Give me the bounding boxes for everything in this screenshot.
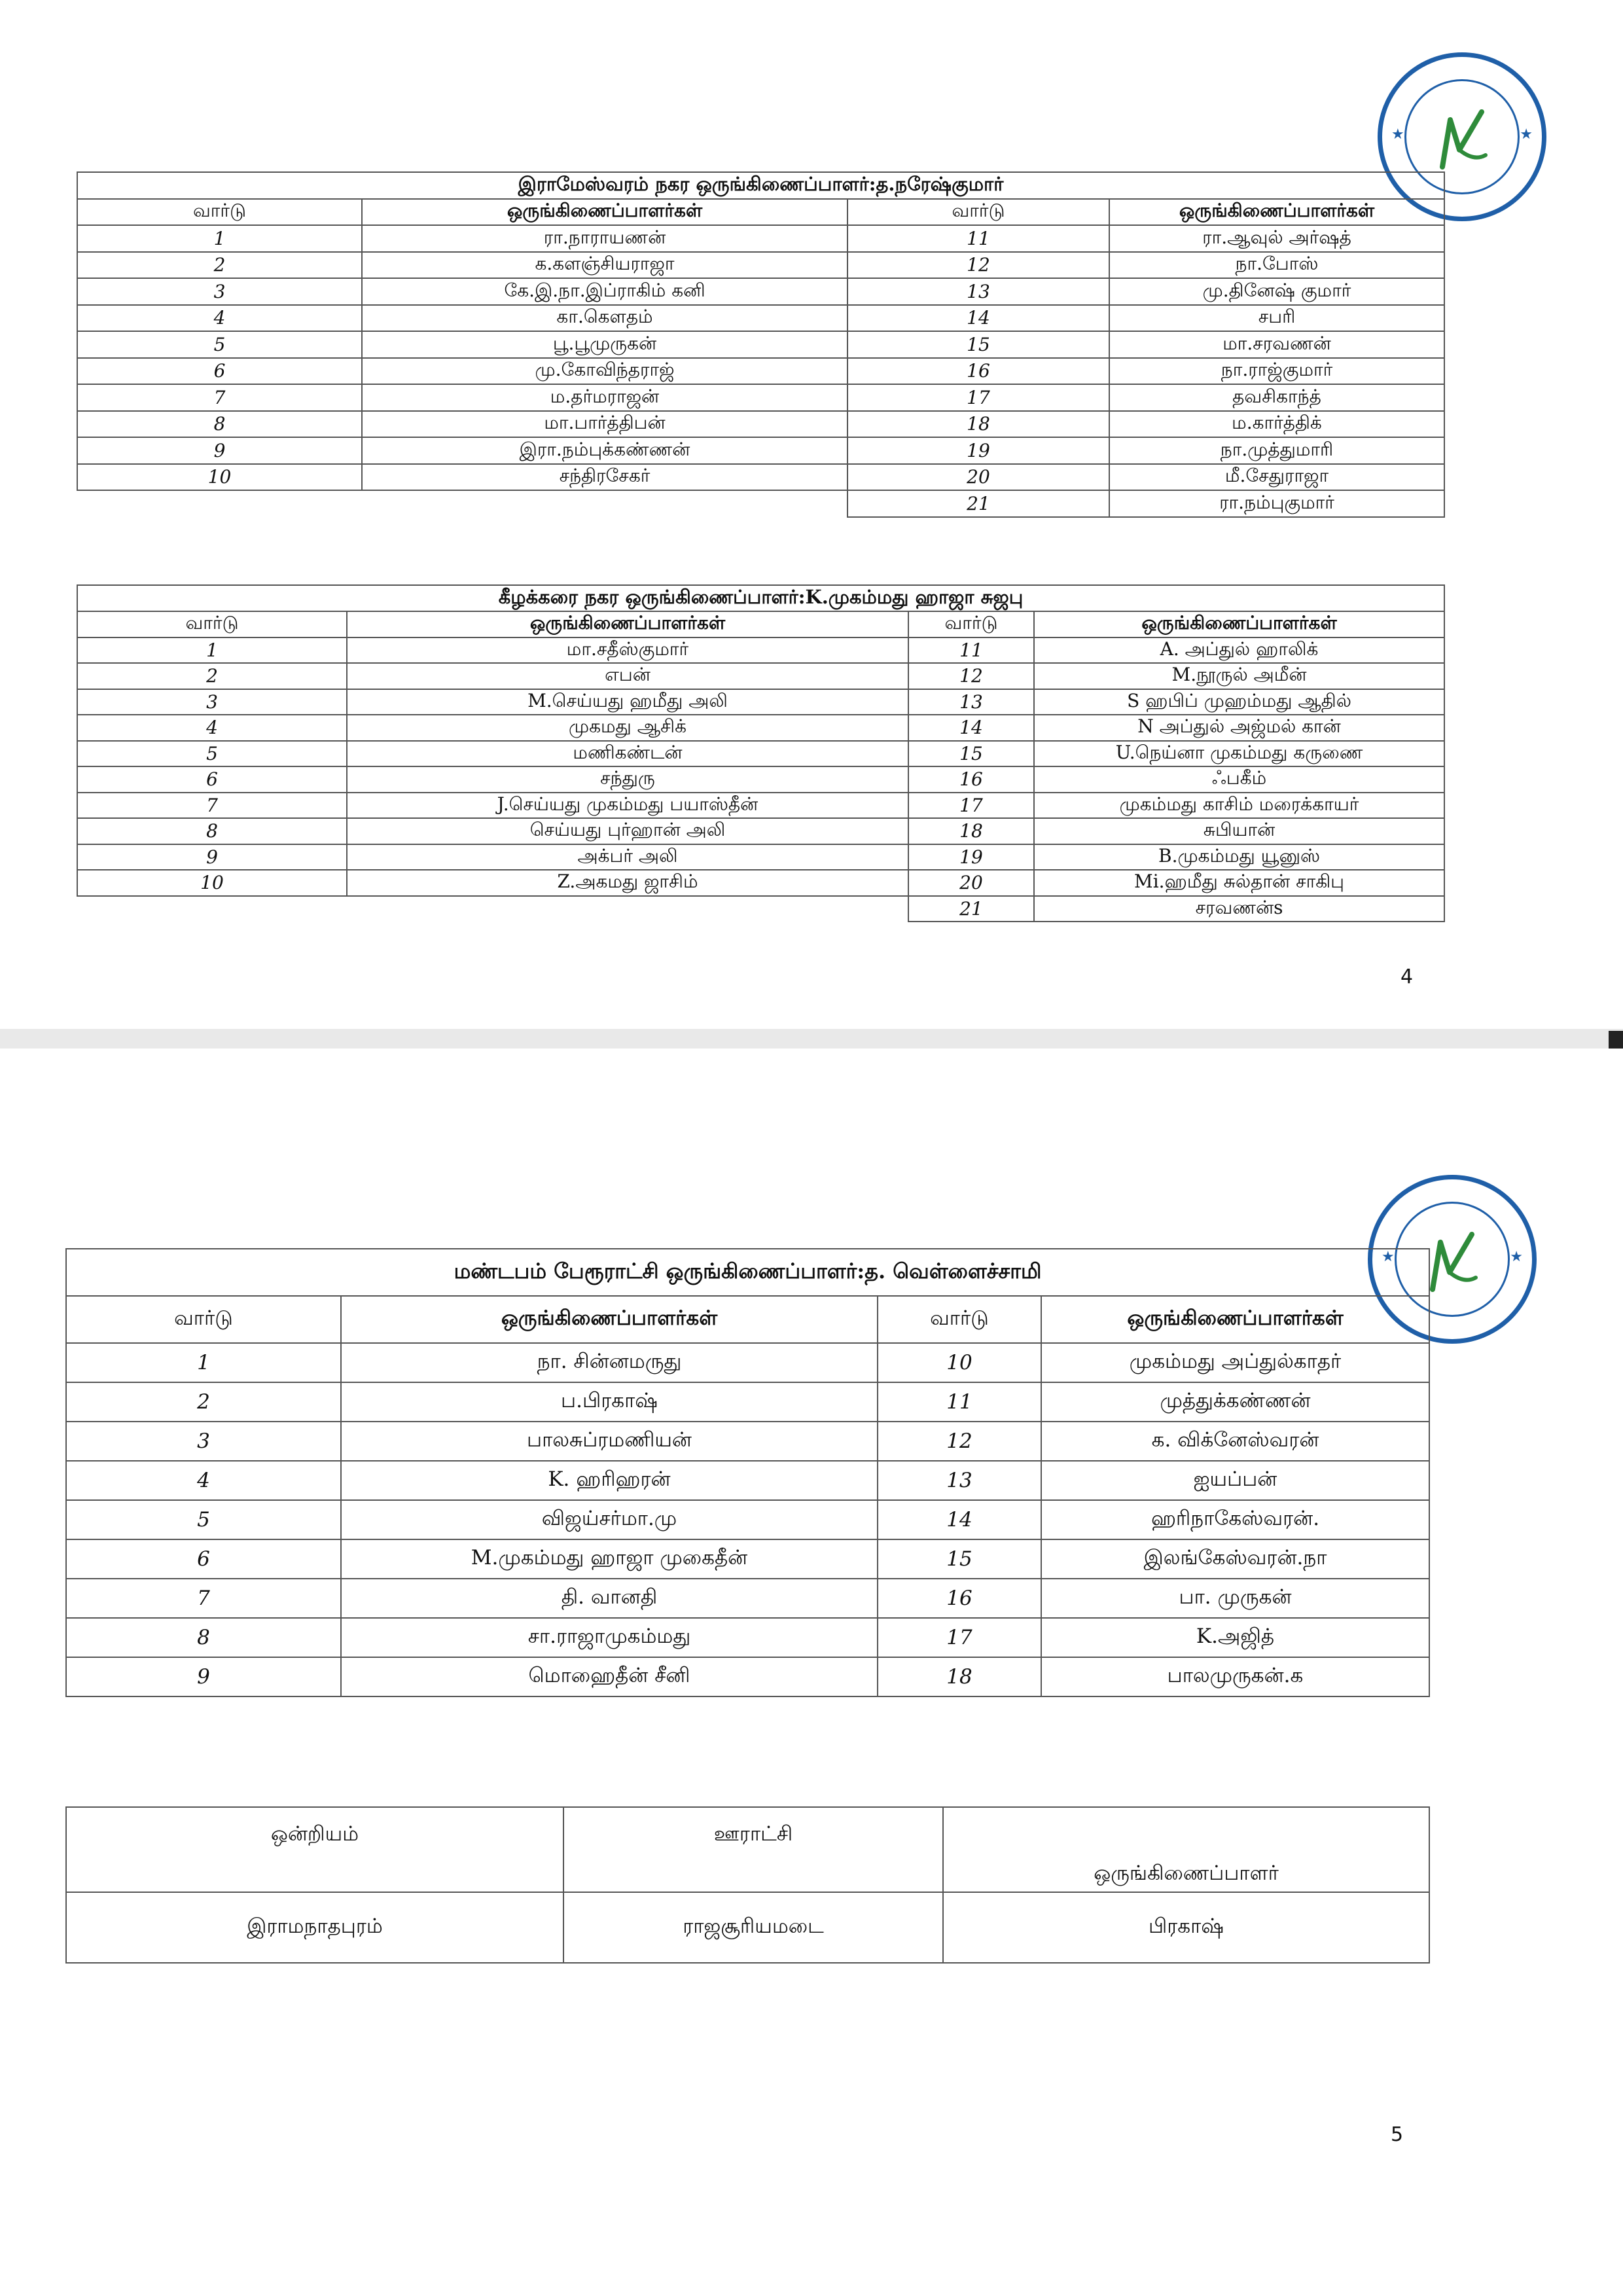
coordinator-name: N அப்துல் அஜ்மல் கான்	[1034, 715, 1444, 741]
coordinator-name: மொஹைதீன் சீனி	[341, 1657, 878, 1696]
ward-number: 3	[77, 278, 362, 305]
ward-number: 8	[77, 818, 347, 844]
table-row	[77, 252, 1444, 279]
ward-number: 12	[908, 663, 1034, 689]
empty-cell	[77, 490, 362, 517]
ward-number: 1	[77, 225, 362, 252]
coordinator-name: சா.ராஜாமுகம்மது	[341, 1618, 878, 1657]
ward-number: 17	[847, 384, 1109, 411]
coordinator-name: எபன்	[347, 663, 908, 689]
coordinator-name: தி. வானதி	[341, 1579, 878, 1618]
header-coordinators: ஒருங்கிணைப்பாளர்கள்	[1034, 611, 1444, 637]
header-coordinators: ஒருங்கிணைப்பாளர்கள்	[1109, 199, 1444, 226]
header-panchayat: ஊராட்சி	[563, 1807, 943, 1892]
page-number: 5	[1391, 2123, 1404, 2146]
coordinator-name: ஃபகீம்	[1034, 766, 1444, 793]
table-row	[66, 1500, 1429, 1539]
table-row	[77, 870, 1444, 896]
header-ward: வார்டு	[847, 199, 1109, 226]
ward-number: 5	[77, 331, 362, 358]
table-row	[77, 766, 1444, 793]
ward-number: 3	[66, 1422, 341, 1461]
table-row	[77, 896, 1444, 922]
ward-number: 14	[847, 305, 1109, 332]
header-ward: வார்டு	[878, 1296, 1041, 1343]
rameswaram-table	[77, 171, 1445, 518]
ward-number: 4	[66, 1461, 341, 1500]
header-ward: வார்டு	[66, 1296, 341, 1343]
ward-number: 7	[77, 793, 347, 819]
ward-number: 3	[77, 689, 347, 715]
empty-cell	[362, 490, 847, 517]
ward-number: 21	[908, 896, 1034, 922]
table-row	[66, 1657, 1429, 1696]
coordinator-name: தவசிகாந்த்	[1109, 384, 1444, 411]
page-5	[0, 1049, 1623, 2296]
header-ward: வார்டு	[77, 199, 362, 226]
coordinator-name: கா.கௌதம்	[362, 305, 847, 332]
table-row	[77, 464, 1444, 491]
table-row	[77, 384, 1444, 411]
coordinator-name: சரவணன்s	[1034, 896, 1444, 922]
ward-number: 16	[908, 766, 1034, 793]
coordinator-name: M.செய்யது ஹமீது அலி	[347, 689, 908, 715]
coordinator-name: முகமது ஆசிக்	[347, 715, 908, 741]
ward-number: 12	[878, 1422, 1041, 1461]
coordinator-name: கே.இ.நா.இப்ராகிம் கனி	[362, 278, 847, 305]
empty-cell	[347, 896, 908, 922]
coordinator-name: ரா.நம்புகுமார்	[1109, 490, 1444, 517]
ward-number: 9	[77, 844, 347, 870]
coordinator-name: மா.சதீஸ்குமார்	[347, 637, 908, 664]
header-coordinator: ஒருங்கிணைப்பாளர்	[943, 1807, 1429, 1892]
coordinator-name: ம.கார்த்திக்	[1109, 411, 1444, 438]
ward-number: 6	[77, 766, 347, 793]
ward-number: 1	[66, 1343, 341, 1382]
ward-number: 14	[908, 715, 1034, 741]
coordinator-name: மா.பார்த்திபன்	[362, 411, 847, 438]
table-row	[77, 689, 1444, 715]
coordinator-name: U.நெய்னா முகம்மது கருணை	[1034, 741, 1444, 767]
union-panchayat-table	[65, 1806, 1430, 1964]
ward-number: 11	[847, 225, 1109, 252]
table-row	[77, 411, 1444, 438]
page-number: 4	[1400, 965, 1414, 988]
ward-number: 11	[908, 637, 1034, 664]
coordinator-name: B.முகம்மது யூனுஸ்	[1034, 844, 1444, 870]
table-row	[66, 1618, 1429, 1657]
coordinator-name: ஹரிநாகேஸ்வரன்.	[1041, 1500, 1429, 1539]
party-seal-stamp: ★ ★	[1368, 1175, 1537, 1344]
coordinator-name: அக்பர் அலி	[347, 844, 908, 870]
header-coordinators: ஒருங்கிணைப்பாளர்கள்	[1041, 1296, 1429, 1343]
table-row	[66, 1382, 1429, 1422]
page-4	[0, 0, 1623, 1029]
ward-number: 20	[847, 464, 1109, 491]
coordinator-name: மு.கோவிந்தராஜ்	[362, 358, 847, 385]
coordinator-name: செய்யது புர்ஹான் அலி	[347, 818, 908, 844]
ward-number: 16	[878, 1579, 1041, 1618]
table-row	[77, 331, 1444, 358]
ward-number: 13	[847, 278, 1109, 305]
ward-number: 15	[908, 741, 1034, 767]
cell-coordinator: பிரகாஷ்	[943, 1892, 1429, 1963]
ward-number: 6	[77, 358, 362, 385]
coordinator-name: மணிகண்டன்	[347, 741, 908, 767]
ward-number: 4	[77, 305, 362, 332]
coordinator-name: சந்துரு	[347, 766, 908, 793]
ward-number: 20	[908, 870, 1034, 896]
table-row	[77, 278, 1444, 305]
coordinator-name: ம.தர்மராஜன்	[362, 384, 847, 411]
ward-number: 6	[66, 1539, 341, 1579]
coordinator-name: முத்துக்கண்ணன்	[1041, 1382, 1429, 1422]
coordinator-name: சந்திரசேகர்	[362, 464, 847, 491]
coordinator-name: நா.ராஜ்குமார்	[1109, 358, 1444, 385]
header-coordinators: ஒருங்கிணைப்பாளர்கள்	[341, 1296, 878, 1343]
cell-union: இராமநாதபுரம்	[66, 1892, 563, 1963]
ward-number: 8	[77, 411, 362, 438]
coordinator-name: க.களஞ்சியராஜா	[362, 252, 847, 279]
ward-number: 14	[878, 1500, 1041, 1539]
party-seal-stamp: ★ ★	[1378, 52, 1546, 221]
ward-number: 7	[77, 384, 362, 411]
coordinator-name: மா.சரவணன்	[1109, 331, 1444, 358]
coordinator-name: ப.பிரகாஷ்	[341, 1382, 878, 1422]
empty-cell	[77, 896, 347, 922]
ward-number: 7	[66, 1579, 341, 1618]
ward-number: 19	[908, 844, 1034, 870]
coordinator-name: K.அஜித்	[1041, 1618, 1429, 1657]
ward-number: 15	[847, 331, 1109, 358]
ward-number: 18	[847, 411, 1109, 438]
ward-number: 5	[77, 741, 347, 767]
coordinator-name: மு.தினேஷ் குமார்	[1109, 278, 1444, 305]
ward-number: 8	[66, 1618, 341, 1657]
coordinator-name: A. அப்துல் ஹாலிக்	[1034, 637, 1444, 664]
table-row	[77, 225, 1444, 252]
coordinator-name: M.முகம்மது ஹாஜா முகைதீன்	[341, 1539, 878, 1579]
table-title: இராமேஸ்வரம் நகர ஒருங்கிணைப்பாளர்:த.நரேஷ்குமார்	[77, 172, 1444, 199]
table-title: மண்டபம் பேரூராட்சி ஒருங்கிணைப்பாளர்:த. வெள்ளைச்சாமி	[66, 1249, 1429, 1296]
table-row	[77, 844, 1444, 870]
coordinator-name: நா.போஸ்	[1109, 252, 1444, 279]
coordinator-name: முகம்மது அப்துல்காதர்	[1041, 1343, 1429, 1382]
coordinator-name: பா. முருகன்	[1041, 1579, 1429, 1618]
table-row	[77, 305, 1444, 332]
header-union: ஒன்றியம்	[66, 1807, 563, 1892]
table-row	[77, 437, 1444, 464]
coordinator-name: K. ஹரிஹரன்	[341, 1461, 878, 1500]
ward-number: 9	[66, 1657, 341, 1696]
ward-number: 2	[66, 1382, 341, 1422]
table-row	[66, 1422, 1429, 1461]
coordinator-name: சபரி	[1109, 305, 1444, 332]
ward-number: 21	[847, 490, 1109, 517]
table-row	[77, 358, 1444, 385]
ward-number: 18	[908, 818, 1034, 844]
table-row	[77, 793, 1444, 819]
ward-number: 10	[878, 1343, 1041, 1382]
table-row	[77, 715, 1444, 741]
ward-number: 9	[77, 437, 362, 464]
table-row	[77, 741, 1444, 767]
cell-panchayat: ராஜசூரியமடை	[563, 1892, 943, 1963]
coordinator-name: ரா.ஆவுல் அர்ஷத்	[1109, 225, 1444, 252]
coordinator-name: நா.முத்துமாரி	[1109, 437, 1444, 464]
coordinator-name: பாலமுருகன்.க	[1041, 1657, 1429, 1696]
coordinator-name: மீ.சேதுராஜா	[1109, 464, 1444, 491]
ward-number: 2	[77, 663, 347, 689]
coordinator-name: Z.அகமது ஜாசிம்	[347, 870, 908, 896]
coordinator-name: ரா.நாராயணன்	[362, 225, 847, 252]
coordinator-name: க. விக்னேஸ்வரன்	[1041, 1422, 1429, 1461]
coordinator-name: இரா.நம்புக்கண்ணன்	[362, 437, 847, 464]
header-ward: வார்டு	[908, 611, 1034, 637]
coordinator-name: பூ.பூமுருகன்	[362, 331, 847, 358]
coordinator-name: முகம்மது காசிம் மரைக்காயர்	[1034, 793, 1444, 819]
coordinator-name: விஜய்சர்மா.மு	[341, 1500, 878, 1539]
coordinator-name: S ஹபிப் முஹம்மது ஆதில்	[1034, 689, 1444, 715]
ward-number: 17	[908, 793, 1034, 819]
header-ward: வார்டு	[77, 611, 347, 637]
ward-number: 2	[77, 252, 362, 279]
ward-number: 1	[77, 637, 347, 664]
table-row	[66, 1461, 1429, 1500]
table-row	[77, 637, 1444, 664]
coordinator-name: Mi.ஹமீது சுல்தான் சாகிபு	[1034, 870, 1444, 896]
header-coordinators: ஒருங்கிணைப்பாளர்கள்	[362, 199, 847, 226]
table-row	[77, 490, 1444, 517]
table-row	[77, 818, 1444, 844]
coordinator-name: பாலசுப்ரமணியன்	[341, 1422, 878, 1461]
ward-number: 10	[77, 870, 347, 896]
ward-number: 10	[77, 464, 362, 491]
coordinator-name: நா. சின்னமருது	[341, 1343, 878, 1382]
ward-number: 19	[847, 437, 1109, 464]
table-row	[66, 1343, 1429, 1382]
kilakarai-table	[77, 584, 1445, 922]
mandapam-table	[65, 1248, 1430, 1697]
table-row	[77, 663, 1444, 689]
ward-number: 4	[77, 715, 347, 741]
coordinator-name: ஐயப்பன்	[1041, 1461, 1429, 1500]
coordinator-name: சுபியான்	[1034, 818, 1444, 844]
ward-number: 16	[847, 358, 1109, 385]
ward-number: 5	[66, 1500, 341, 1539]
ward-number: 18	[878, 1657, 1041, 1696]
ward-number: 15	[878, 1539, 1041, 1579]
table-row	[66, 1539, 1429, 1579]
ward-number: 13	[878, 1461, 1041, 1500]
header-coordinators: ஒருங்கிணைப்பாளர்கள்	[347, 611, 908, 637]
table-row	[66, 1579, 1429, 1618]
ward-number: 17	[878, 1618, 1041, 1657]
coordinator-name: இலங்கேஸ்வரன்.நா	[1041, 1539, 1429, 1579]
ward-number: 12	[847, 252, 1109, 279]
ward-number: 13	[908, 689, 1034, 715]
coordinator-name: M.நூருல் அமீன்	[1034, 663, 1444, 689]
ward-number: 11	[878, 1382, 1041, 1422]
table-title: கீழக்கரை நகர ஒருங்கிணைப்பாளர்:K.முகம்மது ஹாஜா சுஜபு	[77, 585, 1444, 611]
coordinator-name: J.செய்யது முகம்மது பயாஸ்தீன்	[347, 793, 908, 819]
